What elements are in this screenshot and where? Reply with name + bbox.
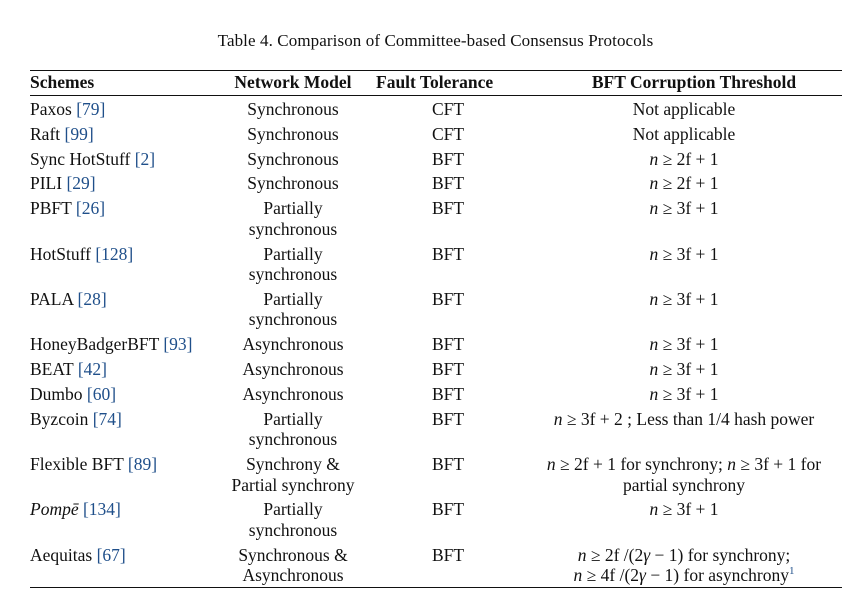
citation-link[interactable]: [60] xyxy=(86,383,117,404)
threshold-cell xyxy=(526,359,842,380)
scheme-name: Pompē xyxy=(30,499,79,520)
scheme-cell xyxy=(30,384,216,405)
fault-tolerance-cell: BFT xyxy=(431,359,465,380)
column-header-fault-tolerance: Fault Tolerance xyxy=(376,72,494,92)
fault-tolerance-cell: BFT xyxy=(431,408,465,429)
scheme-name: BEAT xyxy=(30,359,74,380)
threshold-cell xyxy=(526,124,842,145)
network-model-cell: Partially synchronous xyxy=(248,499,338,540)
threshold-cell xyxy=(526,384,842,405)
network-model-cell: Partially synchronous xyxy=(248,288,338,330)
fault-tolerance-cell: BFT xyxy=(431,499,465,520)
threshold-text: Not applicable xyxy=(632,123,736,144)
fault-tolerance-cell: BFT xyxy=(431,383,465,404)
citation-link[interactable]: [74] xyxy=(92,408,122,429)
table-row xyxy=(30,545,842,586)
threshold-cell xyxy=(526,409,842,450)
table-row xyxy=(30,289,842,330)
table-row xyxy=(30,454,842,495)
network-model-cell: Asynchronous xyxy=(242,383,344,404)
scheme-cell xyxy=(30,198,216,239)
scheme-cell xyxy=(30,359,216,380)
table-row xyxy=(30,149,842,170)
network-model-cell: Synchronous xyxy=(247,123,339,144)
scheme-name: Sync HotStuff xyxy=(30,148,131,169)
threshold-cell xyxy=(526,244,842,285)
threshold-cell xyxy=(526,499,842,540)
threshold-text: n ≥ 3f + 1 xyxy=(649,288,719,309)
threshold-cell xyxy=(526,99,842,120)
scheme-cell xyxy=(30,289,216,330)
citation-link[interactable]: [128] xyxy=(95,243,134,264)
threshold-text: Not applicable xyxy=(632,99,736,119)
scheme-cell xyxy=(30,173,216,194)
citation-link[interactable]: [2] xyxy=(134,148,156,169)
scheme-cell xyxy=(30,454,216,495)
table-row xyxy=(30,99,842,120)
fault-tolerance-cell: BFT xyxy=(431,334,465,355)
threshold-text: n ≥ 2f + 1 for synchrony; n ≥ 3f + 1 for partial synchrony xyxy=(546,453,822,495)
network-model-cell: Synchronous & Asynchronous xyxy=(238,544,348,586)
fault-tolerance-cell: BFT xyxy=(431,243,465,264)
table-row xyxy=(30,198,842,239)
scheme-name: Paxos xyxy=(30,99,72,119)
scheme-name: Aequitas xyxy=(30,544,93,565)
network-model-cell: Synchrony & Partial synchrony xyxy=(231,453,355,495)
table-row xyxy=(30,384,842,405)
citation-link[interactable]: [89] xyxy=(127,453,158,474)
threshold-text: n ≥ 2f + 1 xyxy=(649,173,719,194)
network-model-cell: Partially synchronous xyxy=(248,408,338,450)
fault-tolerance-cell: BFT xyxy=(431,173,465,194)
scheme-name: PILI xyxy=(30,173,63,194)
threshold-text: n ≥ 3f + 1 xyxy=(649,499,719,520)
threshold-text: n ≥ 2f /(2γ − 1) for synchrony; n ≥ 4f /(2γ − 1) for asynchrony xyxy=(573,544,791,586)
footnote-marker[interactable]: 1 xyxy=(788,565,795,578)
threshold-text: n ≥ 3f + 1 xyxy=(649,359,719,380)
threshold-text: n ≥ 3f + 1 xyxy=(649,383,719,404)
scheme-name: Flexible BFT xyxy=(30,453,124,474)
threshold-text: n ≥ 3f + 1 xyxy=(649,198,719,219)
scheme-name: PBFT xyxy=(30,198,72,219)
column-header-schemes: Schemes xyxy=(30,72,95,92)
threshold-cell xyxy=(526,198,842,239)
threshold-cell xyxy=(526,149,842,170)
citation-link[interactable]: [99] xyxy=(64,123,94,144)
table-header xyxy=(30,71,842,96)
network-model-cell: Partially synchronous xyxy=(248,198,338,239)
fault-tolerance-cell: BFT xyxy=(431,288,465,309)
table-body xyxy=(30,99,842,587)
threshold-cell xyxy=(526,545,842,586)
fault-tolerance-cell: BFT xyxy=(431,453,465,474)
citation-link[interactable]: [26] xyxy=(75,198,106,219)
scheme-cell xyxy=(30,149,216,170)
citation-link[interactable]: [67] xyxy=(96,544,126,565)
table-row xyxy=(30,244,842,285)
scheme-name: HotStuff xyxy=(30,243,91,264)
network-model-cell: Partially synchronous xyxy=(248,243,338,285)
threshold-text: n ≥ 3f + 1 xyxy=(649,334,719,355)
fault-tolerance-cell: CFT xyxy=(431,123,465,144)
threshold-text: n ≥ 2f + 1 xyxy=(649,148,719,169)
scheme-cell xyxy=(30,545,216,586)
table-caption: Table 4. Comparison of Committee-based Consensus Protocols xyxy=(217,31,654,50)
scheme-name: Raft xyxy=(30,123,61,144)
scheme-cell xyxy=(30,244,216,285)
fault-tolerance-cell: BFT xyxy=(431,148,465,169)
citation-link[interactable]: [28] xyxy=(77,288,107,309)
table-row xyxy=(30,499,842,540)
threshold-cell xyxy=(526,173,842,194)
fault-tolerance-cell: BFT xyxy=(431,544,465,565)
scheme-cell xyxy=(30,334,216,355)
threshold-text: n ≥ 3f + 2 ; Less than 1/4 hash power xyxy=(553,408,815,429)
network-model-cell: Asynchronous xyxy=(242,359,344,380)
scheme-name: HoneyBadgerBFT xyxy=(30,334,159,355)
scheme-name: Dumbo xyxy=(30,383,83,404)
citation-link[interactable]: [42] xyxy=(77,359,107,380)
network-model-cell: Synchronous xyxy=(247,173,339,194)
scheme-cell xyxy=(30,409,216,450)
citation-link[interactable]: [29] xyxy=(66,173,96,194)
citation-link[interactable]: [93] xyxy=(163,334,193,355)
scheme-name: PALA xyxy=(30,288,74,309)
fault-tolerance-cell: BFT xyxy=(431,198,465,219)
table-row xyxy=(30,124,842,145)
scheme-cell xyxy=(30,124,216,145)
fault-tolerance-cell: CFT xyxy=(431,99,465,119)
threshold-cell xyxy=(526,334,842,355)
table-row xyxy=(30,409,842,450)
citation-link[interactable]: [79] xyxy=(76,99,106,119)
scheme-cell xyxy=(30,99,216,120)
network-model-cell: Synchronous xyxy=(247,99,339,119)
network-model-cell: Asynchronous xyxy=(242,334,344,355)
column-header-bft-threshold: BFT Corruption Threshold xyxy=(591,72,797,92)
table-row xyxy=(30,359,842,380)
scheme-cell xyxy=(30,499,216,540)
network-model-cell: Synchronous xyxy=(247,148,339,169)
comparison-table xyxy=(30,70,842,588)
table-row xyxy=(30,334,842,355)
threshold-cell xyxy=(526,289,842,330)
scheme-name: Byzcoin xyxy=(30,408,89,429)
column-header-network-model: Network Model xyxy=(234,72,352,92)
table-row xyxy=(30,173,842,194)
threshold-cell xyxy=(526,454,842,495)
threshold-text: n ≥ 3f + 1 xyxy=(649,243,719,264)
citation-link[interactable]: [134] xyxy=(82,499,121,520)
